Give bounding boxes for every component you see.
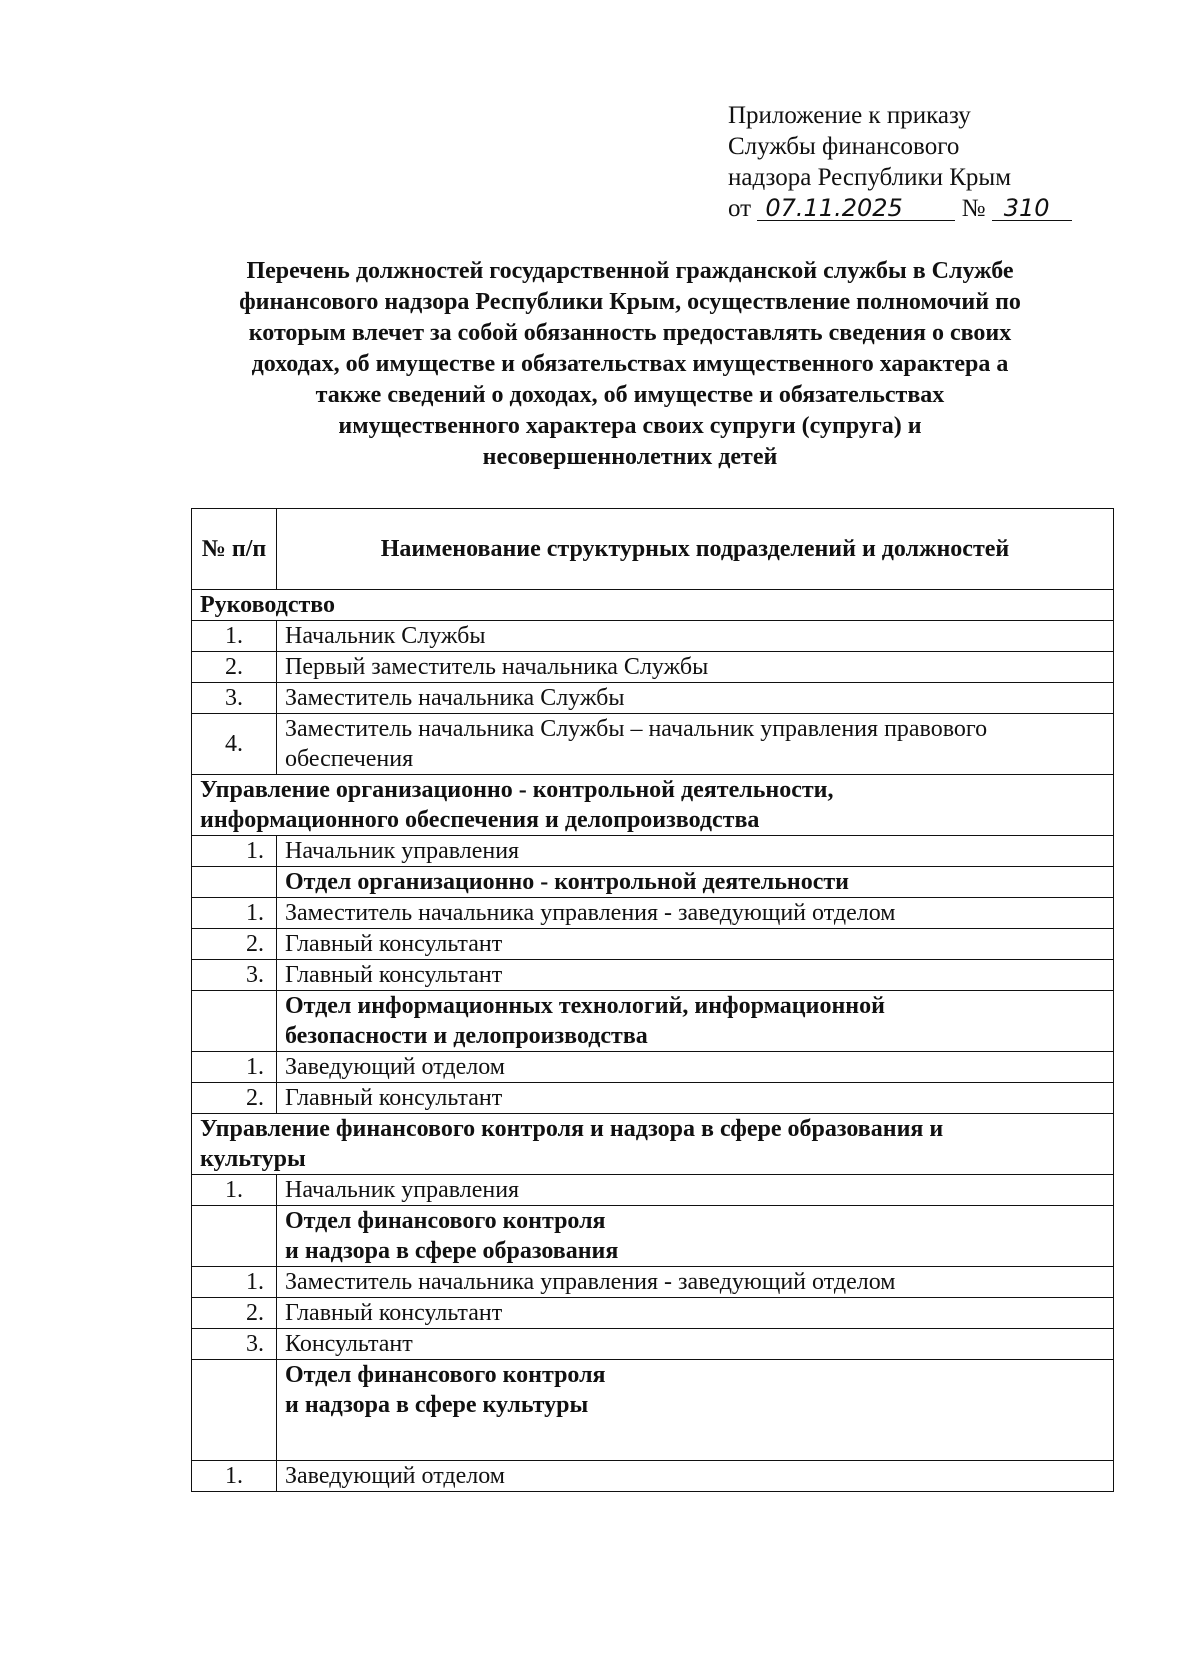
- department-title: [277, 991, 1114, 1052]
- row-number-empty: [192, 1206, 277, 1267]
- section-row-financial-control: [192, 1114, 1114, 1175]
- table-row: [192, 621, 1114, 652]
- position-name: Начальник управления: [277, 1175, 1114, 1206]
- date-prefix: от: [728, 195, 752, 222]
- row-number: 3.: [192, 683, 277, 714]
- handwritten-order-number: 310: [992, 196, 1072, 221]
- title-line: Перечень должностей государственной гражданской службы в Службе: [246, 258, 1014, 284]
- title-line: доходах, об имуществе и обязательствах имущественного характера а: [251, 351, 1009, 377]
- row-number: 1.: [192, 1461, 277, 1492]
- table-row: [192, 1329, 1114, 1360]
- department-row: [192, 991, 1114, 1052]
- document-title: [180, 256, 1080, 473]
- table-row: [192, 714, 1114, 775]
- section-title: [192, 775, 1114, 836]
- position-name: Начальник управления: [277, 836, 1114, 867]
- row-number: 1.: [192, 1267, 277, 1298]
- department-title-line: и надзора в сфере образования: [285, 1238, 619, 1264]
- department-row: [192, 1360, 1114, 1461]
- section-row-organizational-control: [192, 775, 1114, 836]
- table-row: [192, 836, 1114, 867]
- row-number: 1.: [192, 898, 277, 929]
- position-name: Заместитель начальника Службы: [277, 683, 1114, 714]
- header-line-1: Приложение к приказу: [728, 102, 971, 129]
- title-line: финансового надзора Республики Крым, осуществление полномочий по: [239, 289, 1021, 315]
- position-name: Начальник Службы: [277, 621, 1114, 652]
- table-row: [192, 1267, 1114, 1298]
- department-title: [277, 1360, 1114, 1461]
- department-title-line: Отдел информационных технологий, информационной: [285, 993, 885, 1019]
- department-title-line: и надзора в сфере культуры: [285, 1392, 589, 1418]
- section-title: [192, 1114, 1114, 1175]
- department-title-line: безопасности и делопроизводства: [285, 1023, 648, 1049]
- column-header-number: № п/п: [192, 509, 277, 590]
- position-name: Главный консультант: [277, 960, 1114, 991]
- department-title: Отдел организационно - контрольной деятельности: [277, 867, 1114, 898]
- table-row: [192, 898, 1114, 929]
- department-title-line: Отдел финансового контроля: [285, 1208, 606, 1234]
- position-name-line: Заместитель начальника Службы – начальник управления правового: [285, 716, 988, 742]
- section-row-leadership: [192, 590, 1114, 621]
- table-row: [192, 960, 1114, 991]
- department-title: [277, 1206, 1114, 1267]
- positions-table: [191, 508, 1114, 1492]
- title-line: также сведений о доходах, об имуществе и обязательствах: [315, 382, 945, 408]
- position-name: Главный консультант: [277, 929, 1114, 960]
- title-line: которым влечет за собой обязанность предоставлять сведения о своих: [248, 320, 1012, 346]
- department-row: [192, 1206, 1114, 1267]
- row-number: 2.: [192, 929, 277, 960]
- row-number-empty: [192, 867, 277, 898]
- order-date-number-line: [728, 193, 1072, 224]
- table-row: [192, 1083, 1114, 1114]
- position-name: Главный консультант: [277, 1083, 1114, 1114]
- title-line: несовершеннолетних детей: [482, 444, 778, 470]
- table-row: [192, 683, 1114, 714]
- position-name: Заместитель начальника управления - заведующий отделом: [277, 898, 1114, 929]
- table-row: [192, 652, 1114, 683]
- position-name: Первый заместитель начальника Службы: [277, 652, 1114, 683]
- row-number: 1.: [192, 1175, 277, 1206]
- section-title-line: информационного обеспечения и делопроизводства: [200, 807, 760, 833]
- header-line-2: Службы финансового: [728, 133, 960, 160]
- department-row: [192, 867, 1114, 898]
- table-row: [192, 1298, 1114, 1329]
- number-prefix: №: [961, 195, 986, 222]
- table-row: [192, 929, 1114, 960]
- header-line-3: надзора Республики Крым: [728, 164, 1012, 191]
- department-title-line: Отдел финансового контроля: [285, 1362, 606, 1388]
- position-name: [277, 714, 1114, 775]
- table-header-row: [192, 509, 1114, 590]
- position-name: Консультант: [277, 1329, 1114, 1360]
- row-number: 2.: [192, 1298, 277, 1329]
- row-number: 3.: [192, 1329, 277, 1360]
- section-title-line: Управление организационно - контрольной деятельности,: [200, 777, 834, 803]
- row-number: 4.: [192, 714, 277, 775]
- row-number: 1.: [192, 621, 277, 652]
- table-row: [192, 1052, 1114, 1083]
- section-title-line: Управление финансового контроля и надзора в сфере образования и: [200, 1116, 944, 1142]
- handwritten-date: 07.11.2025: [757, 196, 955, 221]
- section-title-line: культуры: [200, 1146, 306, 1172]
- row-number: 1.: [192, 1052, 277, 1083]
- row-number: 2.: [192, 652, 277, 683]
- row-number: 3.: [192, 960, 277, 991]
- appendix-header: [728, 100, 1072, 224]
- table-row: [192, 1175, 1114, 1206]
- row-number: 1.: [192, 836, 277, 867]
- position-name: Заведующий отделом: [277, 1052, 1114, 1083]
- table-row: [192, 1461, 1114, 1492]
- row-number-empty: [192, 991, 277, 1052]
- position-name-line: обеспечения: [285, 746, 414, 772]
- row-number-empty: [192, 1360, 277, 1461]
- title-line: имущественного характера своих супруги (супруга) и: [338, 413, 922, 439]
- row-number: 2.: [192, 1083, 277, 1114]
- position-name: Главный консультант: [277, 1298, 1114, 1329]
- section-title: Руководство: [192, 590, 1114, 621]
- column-header-name: Наименование структурных подразделений и должностей: [277, 509, 1114, 590]
- position-name: Заведующий отделом: [277, 1461, 1114, 1492]
- position-name: Заместитель начальника управления - заведующий отделом: [277, 1267, 1114, 1298]
